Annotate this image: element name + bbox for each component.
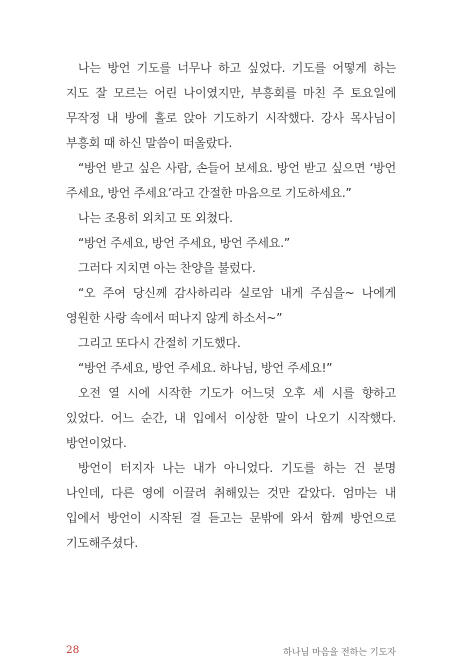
paragraph-6: “오 주여 당신께 감사하리라 실로암 내게 주심을~ 나에게 영원한 사랑 속에서 떠나지 않게 하소서~” — [66, 286, 396, 325]
running-title: 하나님 마음을 전하는 기도자 — [283, 648, 396, 658]
paragraph-10: 방언이 터지자 나는 내가 아니었다. 기도를 하는 건 분명 나인데, 다른 영에 이끌려 취해있는 것만 같았다. 엄마는 내 입에서 방언이 시작된 걸 듣고는 문밖에 와서 함께 방언으로 기도해주셨다. — [66, 461, 396, 550]
page-number: 28 — [66, 644, 80, 656]
paragraph-9: 오전 열 시에 시작한 기도가 어느덧 오후 세 시를 향하고 있었다. 어느 순간, 내 입에서 이상한 말이 나오기 시작했다. 방언이었다. — [66, 386, 396, 450]
body-text — [66, 56, 396, 556]
paragraph-4: “방언 주세요, 방언 주세요, 방언 주세요.” — [78, 236, 290, 250]
paragraph-1: 나는 방언 기도를 너무나 하고 싶었다. 기도를 어떻게 하는 지도 잘 모르는 어린 나이였지만, 부흥회를 마친 주 토요일에 무작정 내 방에 홀로 앉아 기도하기 시작했다. 강사 목사님이 부흥회 때 하신 말씀이 떠올랐다. — [66, 61, 396, 150]
paragraph-7: 그리고 또다시 간절히 기도했다. — [78, 336, 241, 350]
paragraph-8: “방언 주세요, 방언 주세요. 하나님, 방언 주세요!” — [78, 361, 333, 375]
paragraph-2: “방언 받고 싶은 사람, 손들어 보세요. 방언 받고 싶으면 ‘방언 주세요, 방언 주세요’라고 간절한 마음으로 기도하세요.” — [66, 161, 396, 200]
page-footer — [66, 644, 396, 660]
paragraph-5: 그러다 지치면 아는 찬양을 불렀다. — [78, 261, 256, 275]
paragraph-3: 나는 조용히 외치고 또 외쳤다. — [78, 211, 233, 225]
